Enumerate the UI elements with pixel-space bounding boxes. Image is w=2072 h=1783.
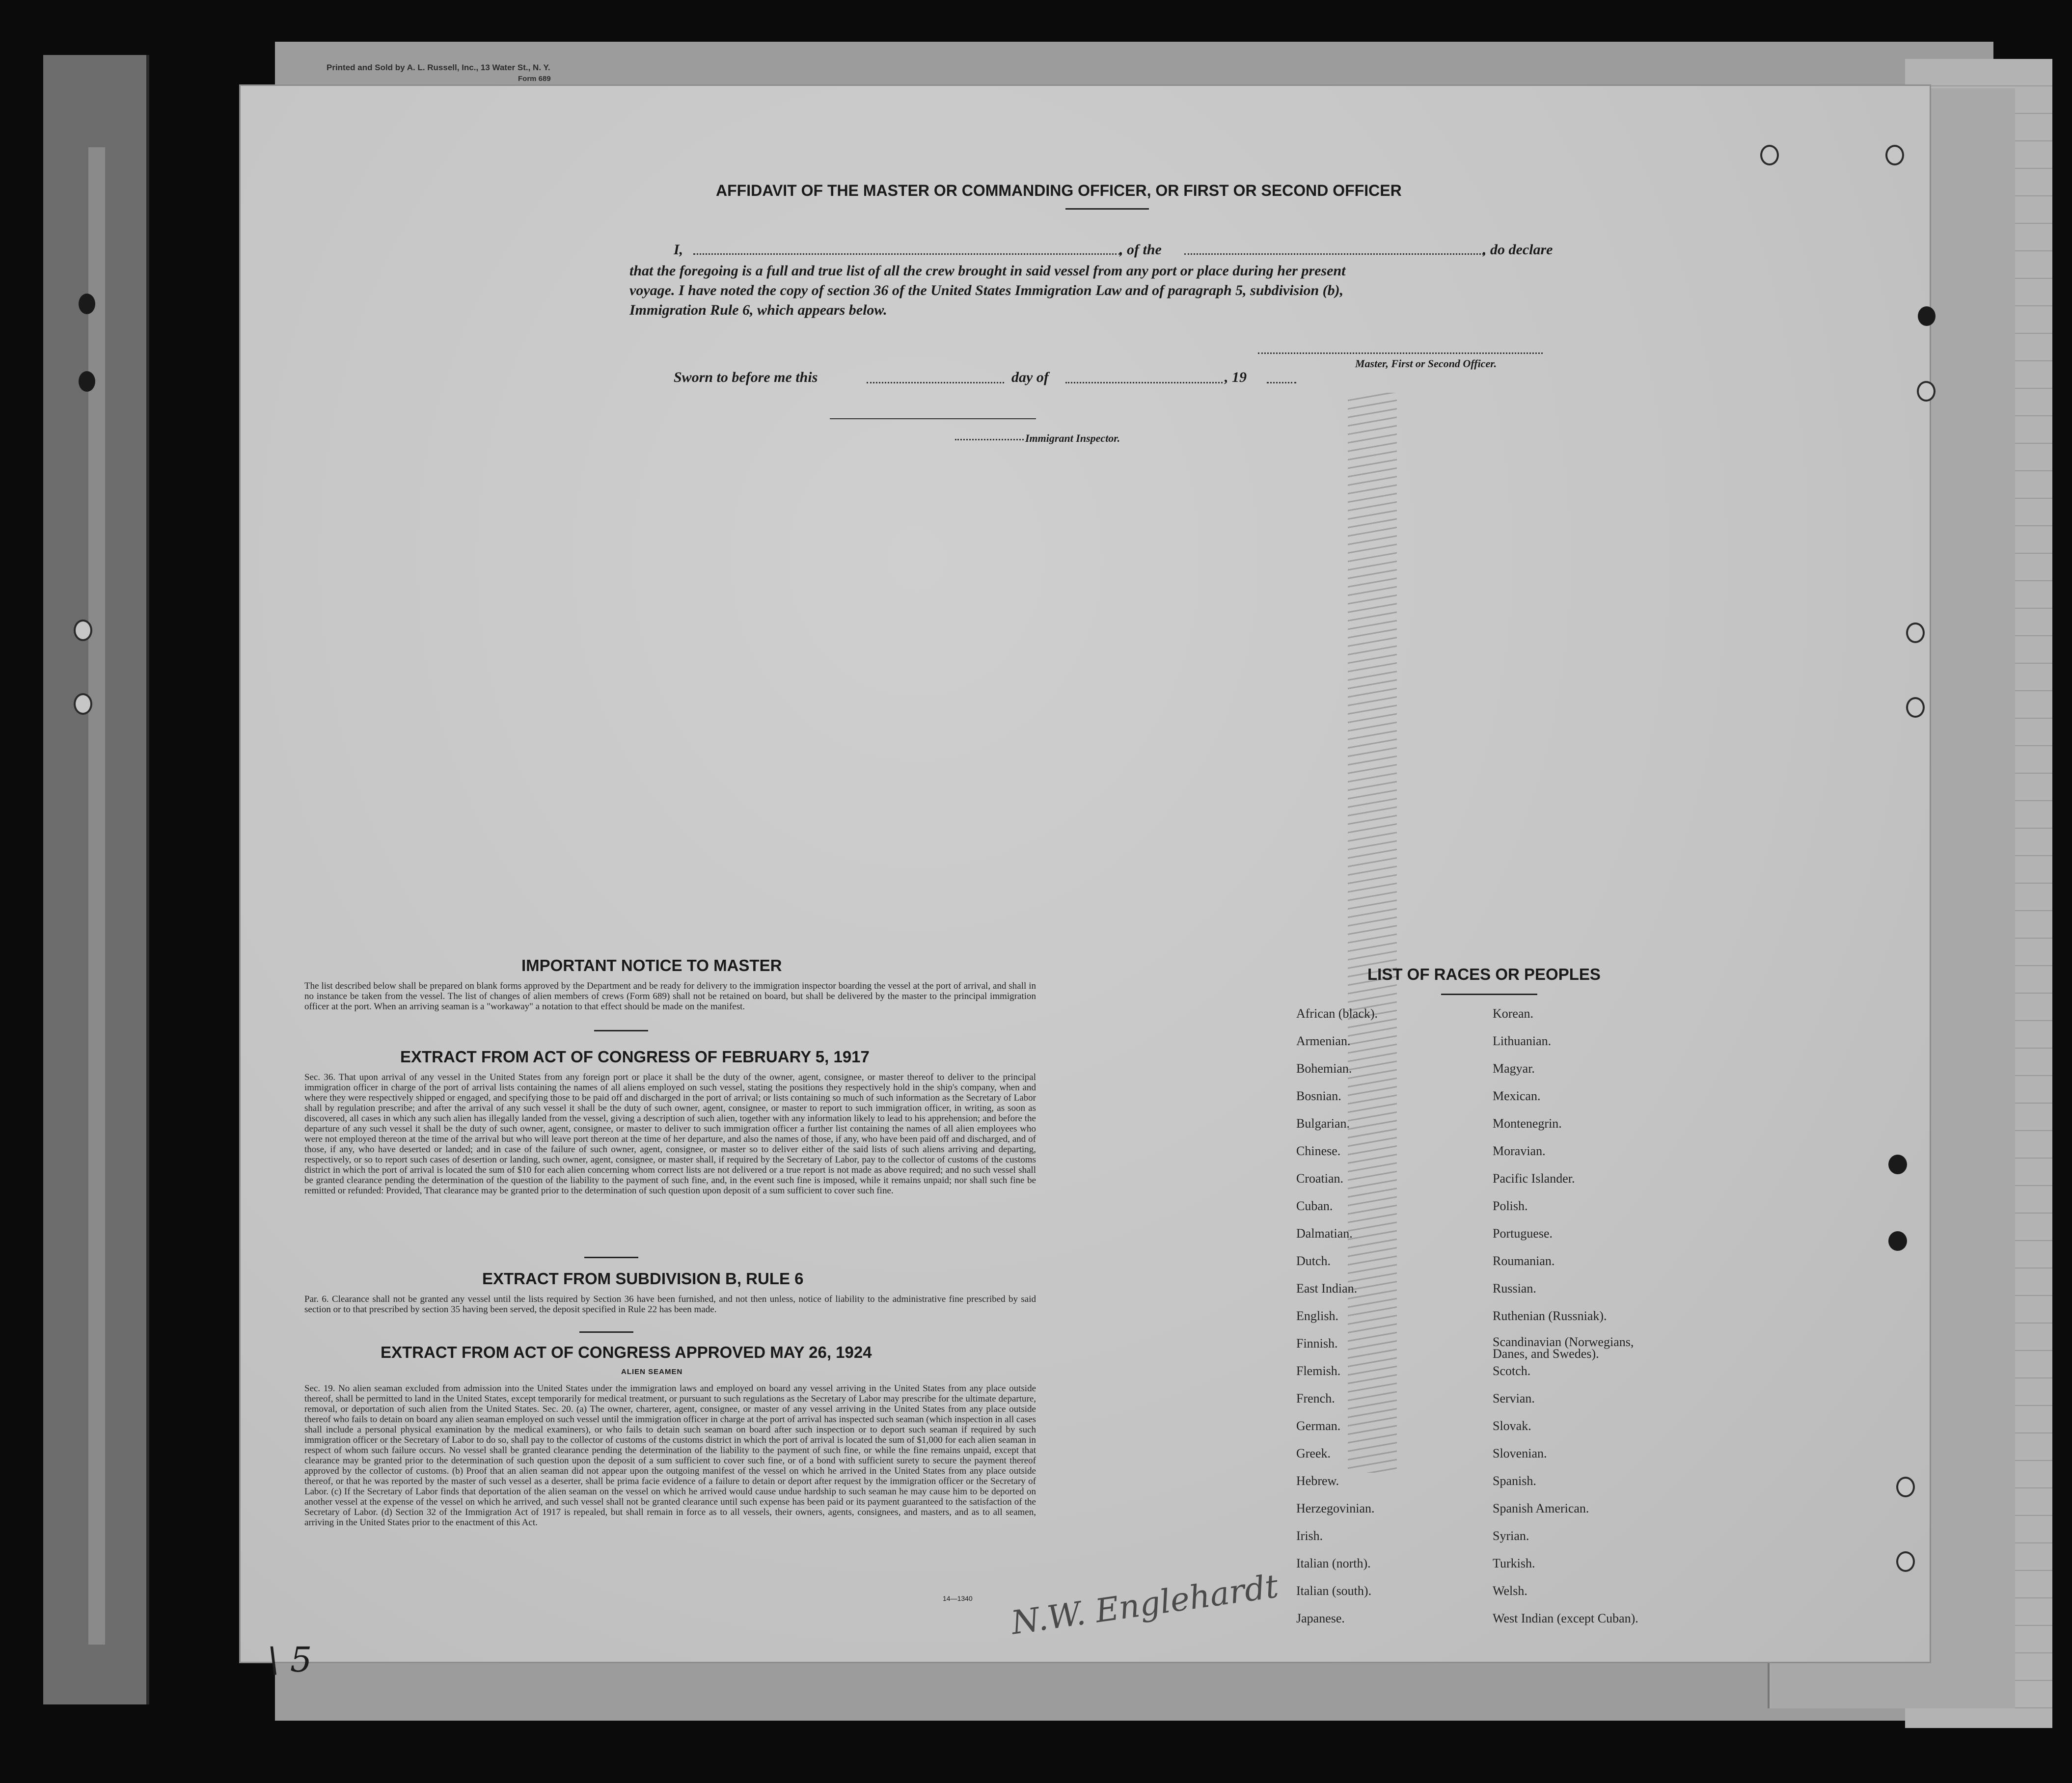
races-title: LIST OF RACES OR PEOPLES (1367, 965, 1601, 983)
affidavit-title: AFFIDAVIT OF THE MASTER OR COMMANDING OFFICER, OR FIRST OR SECOND OFFICER (716, 182, 1402, 199)
race-item: English. (1296, 1309, 1338, 1323)
handwritten-corner-mark: \ 5 (268, 1640, 312, 1680)
vessel-name-field[interactable] (1184, 253, 1484, 255)
race-item: Pacific Islander. (1493, 1171, 1575, 1186)
punch-hole-icon (74, 620, 92, 641)
race-item: Irish. (1296, 1529, 1323, 1543)
officer-signature-field[interactable] (1258, 352, 1543, 354)
punch-hole-icon (79, 294, 95, 314)
punch-hole-icon (1906, 622, 1925, 643)
race-item: Bosnian. (1296, 1089, 1341, 1103)
race-item: Greek. (1296, 1446, 1331, 1460)
race-item: Scotch. (1493, 1364, 1531, 1378)
race-item: Dutch. (1296, 1254, 1331, 1268)
race-item: Dalmatian. (1296, 1226, 1353, 1241)
extract-rule6-title: EXTRACT FROM SUBDIVISION B, RULE 6 (482, 1270, 804, 1288)
race-item: Portuguese. (1493, 1226, 1553, 1241)
race-item: Moravian. (1493, 1144, 1546, 1158)
punch-hole-icon (79, 371, 95, 392)
race-item: Roumanian. (1493, 1254, 1555, 1268)
race-item: Hebrew. (1296, 1474, 1339, 1488)
extract-rule6-body: Par. 6. Clearance shall not be granted any vessel until the lists required by Section 36 have been furnished, and not then unless, notice of liability to the administrative fine prescribed by said section or to that prescribed by section 35 having been served, the deposit specified in Rule 22 has been made. (304, 1294, 1036, 1315)
race-item: Lithuanian. (1493, 1034, 1552, 1048)
punch-hole-icon (1917, 381, 1936, 402)
extract-1924-footer-code: 14—1340 (943, 1594, 973, 1602)
race-item: Servian. (1493, 1391, 1535, 1405)
race-item: Armenian. (1296, 1034, 1351, 1048)
inspector-signature-field[interactable] (955, 439, 1024, 440)
notice-body: The list described below shall be prepared on blank forms approved by the Department and be ready for delivery to the immigration inspector boarding the vessel at the port of arrival, and shall in no instance be taken from the vessel. The list of changes of alien members of crews (Form 689) shall not be retained on board, but shall be delivered by the master to the principal immigration officer at the port. When an arriving seaman is a "workaway" a notation to that effect should be made on the manifest. (304, 981, 1036, 1012)
race-item: West Indian (except Cuban). (1493, 1611, 1638, 1625)
race-item: Spanish American. (1493, 1501, 1589, 1515)
handwritten-signature: N.W. Englehardt (1009, 1567, 1281, 1642)
notice-rule (594, 1030, 648, 1031)
race-item: French. (1296, 1391, 1335, 1405)
punch-hole-icon (1918, 306, 1936, 326)
race-item: Bohemian. (1296, 1061, 1352, 1076)
extract-1917-body: Sec. 36. That upon arrival of any vessel in the United States from any foreign port or place it shall be the duty of the owner, agent, consignee, or master thereof to deliver to the principal immigration officer in charge of the port of arrival lists containing the names of all aliens employed on such vessel, stating the positions they respectively hold in the ship's company, when and where they were respectively shipped or engaged, and specifying those to be paid off and discharged in the port of arrival; or lists containing so much of such information as the Secretary of Labor shall by regulation prescribe; and after the arrival of any such vessel it shall be the duty of such owner, agent, consignee, or master to report to such immigration officer, in writing, as soon as discovered, all cases in which any such alien has illegally landed from the vessel, giving a description of such alien, together with any information likely to lead to his apprehension; and before the departure of any such vessel it shall be the duty of such owner, agent, consignee, or master to deliver to such immigration officer a further list containing the names of all alien employees who were not employed thereon at the time of the arrival but who will leave port thereon at the time of her departure, and also the names of those, if any, who have been paid off and discharged, and of those, if any, who have deserted or landed; and in case of the failure of such owner, agent, consignee, or master so to deliver either of the said lists of such aliens arriving and departing, respectively, or so to report such cases of desertion or landing, such owner, agent, consignee, or master shall, if required by the Secretary of Labor, pay to the collector of customs of the customs district in which the port of arrival is located the sum of $10 for each alien concerning whom correct lists are not delivered or a true report is not made as above required; and no such vessel shall be granted clearance pending the determination of the question of the liability to the payment of such fine, and, in the event such fine is imposed, while it remains unpaid; nor shall such fine be remitted or refunded: Provided, That clearance may be granted prior to the determination of such question upon deposit of a sum sufficient to cover such fine. (304, 1072, 1036, 1196)
races-left-column (1296, 1006, 1463, 1640)
extract-rule6-rule (579, 1331, 633, 1333)
races-right-column (1493, 1006, 1679, 1640)
inspector-label: Immigrant Inspector. (1025, 432, 1120, 444)
race-item: Slovak. (1493, 1419, 1531, 1433)
race-item: Japanese. (1296, 1611, 1345, 1625)
punch-hole-icon (74, 693, 92, 715)
extract-1917-rule (584, 1257, 638, 1258)
race-item: Spanish. (1493, 1474, 1536, 1488)
extract-1917-title: EXTRACT FROM ACT OF CONGRESS OF FEBRUARY 5, 1917 (400, 1048, 870, 1066)
notice-title: IMPORTANT NOTICE TO MASTER (521, 956, 782, 974)
punch-hole-icon (1888, 1231, 1907, 1251)
race-item: Polish. (1493, 1199, 1528, 1213)
races-rule (1441, 994, 1537, 995)
sworn-month-field[interactable] (1065, 382, 1223, 383)
punch-hole-icon (1888, 1155, 1907, 1174)
race-item: Turkish. (1493, 1556, 1535, 1570)
race-item: Syrian. (1493, 1529, 1529, 1543)
race-item: Croatian. (1296, 1171, 1344, 1186)
race-item: East Indian. (1296, 1281, 1358, 1296)
extract-1924-title: EXTRACT FROM ACT OF CONGRESS APPROVED MAY 26, 1924 (381, 1343, 872, 1361)
extract-1924-subtitle: ALIEN SEAMEN (621, 1368, 683, 1376)
race-item: African (black). (1296, 1006, 1378, 1021)
race-item: German. (1296, 1419, 1341, 1433)
race-item: Finnish. (1296, 1336, 1338, 1351)
race-item: Bulgarian. (1296, 1116, 1350, 1131)
race-item: Slovenian. (1493, 1446, 1547, 1460)
affidavit-line-4: Immigration Rule 6, which appears below. (629, 302, 887, 318)
race-item: Cuban. (1296, 1199, 1333, 1213)
affidavit-do-declare: , do declare (1483, 242, 1553, 258)
sworn-prefix: Sworn to before me this (674, 369, 818, 385)
punch-hole-icon (1896, 1477, 1915, 1497)
race-item: Montenegrin. (1493, 1116, 1562, 1131)
race-item: Italian (north). (1296, 1556, 1371, 1570)
form-number: Form 689 (518, 75, 551, 83)
sworn-date-field[interactable] (867, 382, 1004, 383)
sworn-year-field[interactable] (1267, 382, 1296, 383)
affidavit-line-2: that the foregoing is a full and true list of all the crew brought in said vessel from any port or place during her present (629, 263, 1346, 279)
punch-hole-icon (1906, 697, 1925, 718)
race-item: Magyar. (1493, 1061, 1535, 1076)
printer-line: Printed and Sold by A. L. Russell, Inc., 13 Water St., N. Y. (327, 63, 550, 72)
inspector-signature-line (830, 418, 1036, 419)
title-rule (1065, 208, 1149, 210)
background-sheet-edge (88, 147, 105, 1645)
affidavit-of-the: , of the (1119, 242, 1162, 258)
punch-hole-icon (1760, 145, 1779, 165)
affidavit-line-3: voyage. I have noted the copy of section 36 of the United States Immigration Law and of paragraph 5, subdivision (b), (629, 282, 1344, 298)
extract-1924-body: Sec. 19. No alien seaman excluded from admission into the United States under the immigration laws and employed on board any vessel arriving in the United States from any place outside thereof, shall be permitted to land in the United States, except temporarily for medical treatment, or pursuant to such regulations as the Secretary of Labor may prescribe for the ultimate departure, removal, or deportation of such alien from the United States. Sec. 20. (a) The owner, charterer, agent, consignee, or master of any vessel arriving in the United States from any place outside thereof who fails to detain on board any alien seaman employed on such vessel until the immigration officer in charge at the port of arrival has inspected such seaman (which inspection in all cases shall include a personal physical examination by the medical examiners), or who fails to detain such seaman on board after such inspection or to deport such seaman if required by such immigration officer or the Secretary of Labor to do so, shall pay to the collector of customs of the customs district in which the port of arrival is located the sum of $1,000 for each alien seaman in respect of whom such failure occurs. No vessel shall be granted clearance pending the determination of the liability to the payment of such fine, or while the fine remains unpaid, except that clearance may be granted prior to the determination of such question upon the deposit of a sum sufficient to cover such fine, or of a bond with sufficient surety to secure the payment thereof approved by the collector of customs. (b) Proof that an alien seaman did not appear upon the outgoing manifest of the vessel on which he arrived in the United States from any place outside thereof, or that he was reported by the master of such vessel as a deserter, shall be prima facie evidence of a failure to detain or deport after request by the immigration officer or the Secretary of Labor. (c) If the Secretary of Labor finds that deportation of the alien seaman on the vessel on which he arrived would cause undue hardship to such seaman he may cause him to be deported on another vessel at the expense of the vessel on which he arrived, and such vessel shall not be granted clearance until such expense has been paid or its payment guaranteed to the satisfaction of the Secretary of Labor. (d) Section 32 of the Immigration Act of 1917 is repealed, but shall remain in force as to all vessels, their owners, agents, consignees, and masters, and as to all seamen, arriving in the United States prior to the enactment of this Act. (304, 1383, 1036, 1528)
race-item: Ruthenian (Russniak). (1493, 1309, 1607, 1323)
race-item: Italian (south). (1296, 1584, 1372, 1598)
race-item: Welsh. (1493, 1584, 1527, 1598)
punch-hole-icon (1885, 145, 1904, 165)
race-item: Scandinavian (Norwegians, Danes, and Swedes). (1493, 1335, 1634, 1361)
master-name-field[interactable] (693, 253, 1120, 255)
race-item: Flemish. (1296, 1364, 1341, 1378)
affidavit-prefix: I, (674, 242, 683, 258)
sworn-day-of: day of (1011, 369, 1049, 385)
officer-signature-label: Master, First or Second Officer. (1355, 357, 1497, 370)
sworn-year-prefix: , 19 (1225, 369, 1247, 385)
race-item: Chinese. (1296, 1144, 1341, 1158)
race-item: Russian. (1493, 1281, 1536, 1296)
race-item: Korean. (1493, 1006, 1534, 1021)
race-item: Mexican. (1493, 1089, 1541, 1103)
race-item: Herzegovinian. (1296, 1501, 1375, 1515)
punch-hole-icon (1896, 1551, 1915, 1572)
